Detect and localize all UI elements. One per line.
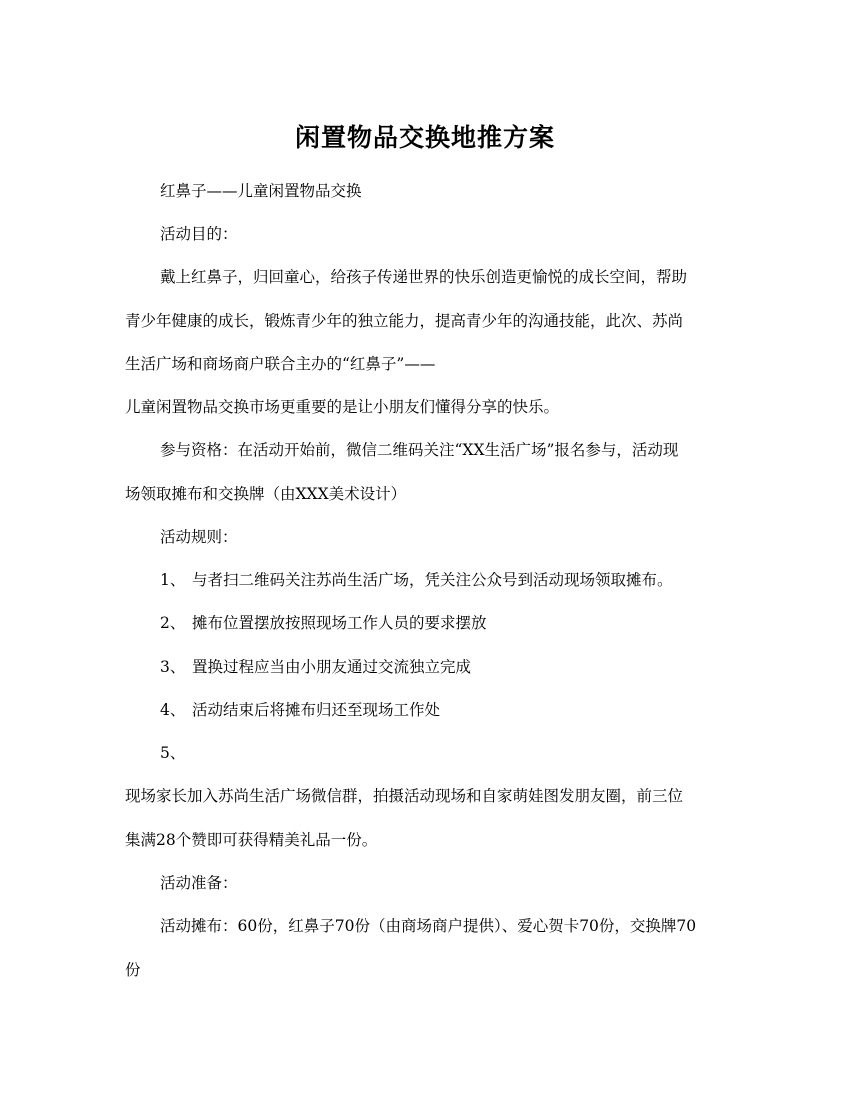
rule-item — [160, 612, 487, 634]
eligibility-line: 参与资格：在活动开始前，微信二维码关注“XX生活广场”报名参与，活动现 — [160, 441, 679, 459]
rule-number: 2、 — [160, 614, 186, 632]
rule-text: 活动结束后将摊布归还至现场工作处 — [192, 701, 441, 719]
rule-number: 1、 — [160, 571, 186, 589]
rule5-line: 集满28个赞即可获得精美礼品一份。 — [125, 831, 378, 849]
purpose-line: 青少年健康的成长，锻炼青少年的独立能力，提高青少年的沟通技能，此次、苏尚 — [125, 312, 684, 330]
rule-number: 5、 — [160, 744, 186, 762]
eligibility-line: 场领取摊布和交换牌（由XXX美术设计） — [125, 485, 407, 503]
rule-text: 与者扫二维码关注苏尚生活广场，凭关注公众号到活动现场领取摊布。 — [192, 571, 673, 589]
purpose-line: 儿童闲置物品交换市场更重要的是让小朋友们懂得分享的快乐。 — [125, 398, 560, 416]
rules-heading: 活动规则： — [160, 528, 238, 546]
purpose-line: 戴上红鼻子，归回童心，给孩子传递世界的快乐创造更愉悦的成长空间，帮助 — [160, 268, 688, 286]
rule-number: 3、 — [160, 658, 186, 676]
prep-line: 份 — [125, 961, 141, 979]
document-title: 闲置物品交换地推方案 — [294, 123, 555, 152]
purpose-heading: 活动目的： — [160, 225, 238, 243]
rule-text: 置换过程应当由小朋友通过交流独立完成 — [192, 658, 472, 676]
rule-item — [160, 742, 192, 764]
prep-line: 活动摊布：60份，红鼻子70份（由商场商户提供）、爱心贺卡70份，交换牌70 — [160, 917, 697, 935]
rule-item — [160, 656, 471, 678]
rule-item — [160, 569, 673, 591]
rule-text: 摊布位置摆放按照现场工作人员的要求摆放 — [192, 614, 487, 632]
rule-item — [160, 699, 440, 721]
rule5-line: 现场家长加入苏尚生活广场微信群，拍摄活动现场和自家萌娃图发朋友圈，前三位 — [125, 787, 684, 805]
prep-heading: 活动准备： — [160, 874, 238, 892]
subtitle: 红鼻子——儿童闲置物品交换 — [160, 182, 362, 200]
rule-number: 4、 — [160, 701, 186, 719]
purpose-line: 生活广场和商场商户联合主办的“红鼻子”—— — [125, 355, 436, 373]
